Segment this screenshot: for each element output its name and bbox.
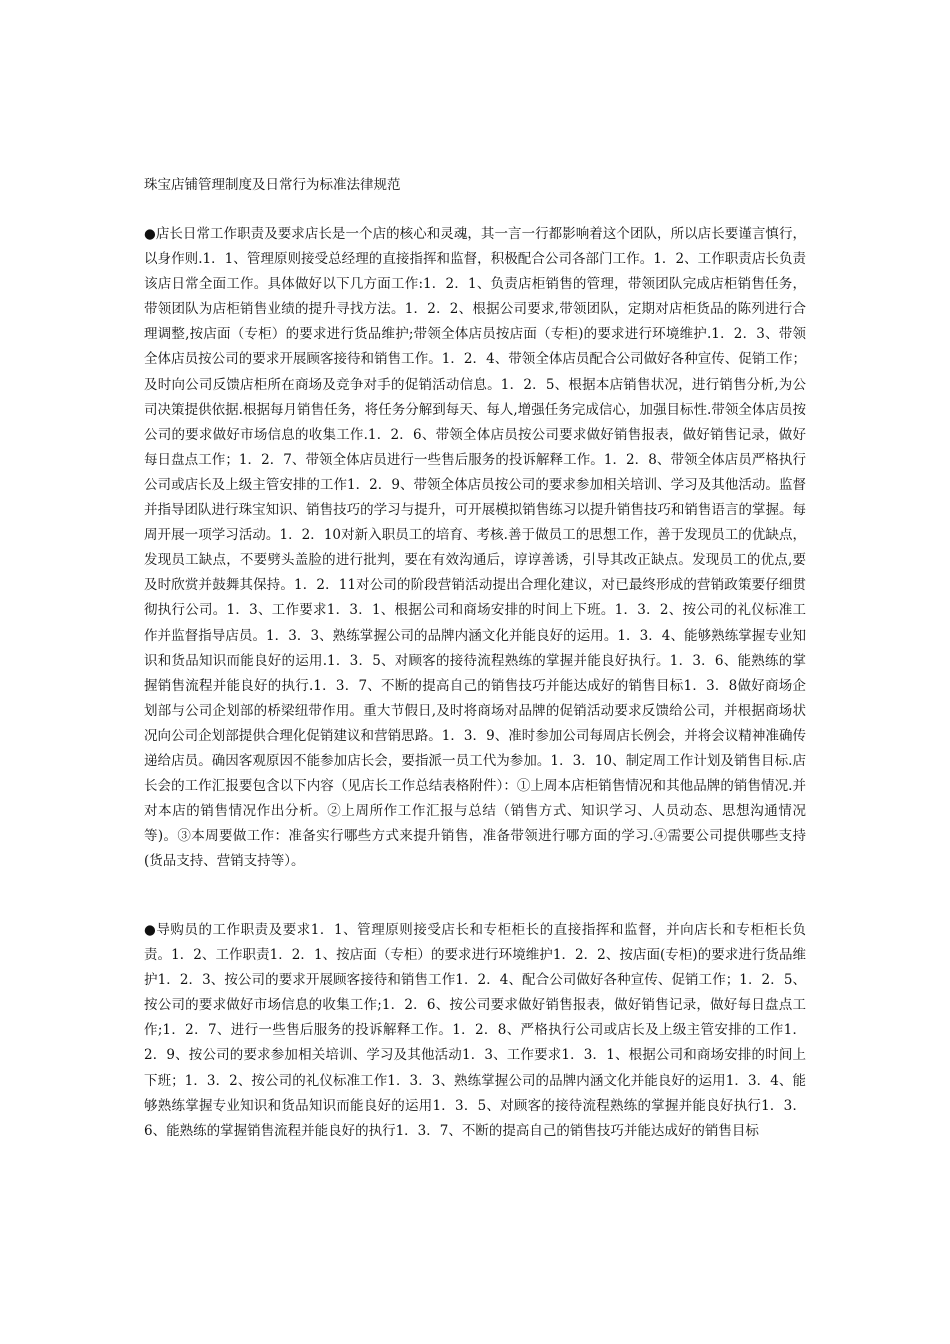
store-manager-duties-paragraph: ●店长日常工作职责及要求店长是一个店的核心和灵魂，其一言一行都影响着这个团队，所以店长要谨言慎行，以身作则.1．1、管理原则接受总经理的直接指挥和监督，积极配合公司各部门工作。1．2、工作职责店长负责该店日常全面工作。具体做好以下几方面工作:1．2．1、负责店柜销售的管理，带领团队完成店柜销售任务，带领团队为店柜销售业绩的提升寻找方法。1．2．2、根据公司要求,带领团队，定期对店柜货品的陈列进行合理调整,按店面（专柜）的要求进行货品维护;带领全体店员按店面（专柜)的要求进行环境维护.1．2．3、带领全体店员按公司的要求开展顾客接待和销售工作。1．2．4、带领全体店员配合公司做好各种宣传、促销工作；及时向公司反馈店柜所在商场及竞争对手的促销活动信息。1．2．5、根据本店销售状况，进行销售分析,为公司决策提供依据.根据每月销售任务，将任务分解到每天、每人,增强任务完成信心，加强目标性.带领全体店员按公司的要求做好市场信息的收集工作.1．2．6、带领全体店员按公司要求做好销售报表，做好销售记录，做好每日盘点工作；1．2．7、带领全体店员进行一些售后服务的投诉解释工作。1．2．8、带领全体店员严格执行公司或店长及上级主管安排的工作1．2．9、带领全体店员按公司的要求参加相关培训、学习及其他活动。监督并指导团队进行珠宝知识、销售技巧的学习与提升，可开展模拟销售练习以提升销售技巧和销售语言的掌握。每周开展一项学习活动。1．2．10对新入职员工的培育、考核.善于做员工的思想工作，善于发现员工的优缺点，发现员工缺点，不要劈头盖脸的进行批判，要在有效沟通后，谆谆善诱，引导其改正缺点。发现员工的优点,要及时欣赏并鼓舞其保持。1．2．11对公司的阶段营销活动提出合理化建议，对已最终形成的营销政策要仔细贯彻执行公司。1．3、工作要求1．3．1、根据公司和商场安排的时间上下班。1．3．2、按公司的礼仪标准工作并监督指导店员。1．3．3、熟练掌握公司的品牌内涵文化并能良好的运用。1．3．4、能够熟练掌握专业知识和货品知识而能良好的运用.1．3．5、对顾客的接待流程熟练的掌握并能良好执行。1．3．6、能熟练的掌握销售流程并能良好的执行.1．3．7、不断的提高自己的销售技巧并能达成好的销售目标1．3．8做好商场企划部与公司企划部的桥梁纽带作用。重大节假日,及时将商场对品牌的促销活动要求反馈给公司，并根据商场状况向公司企划部提供合理化促销建议和营销思路。1．3．9、准时参加公司每周店长例会，并将会议精神准确传递给店员。确因客观原因不能参加店长会，要指派一员工代为参加。1．3．10、制定周工作计划及销售目标.店长会的工作汇报要包含以下内容（见店长工作总结表格附件）：①上周本店柜销售情况和其他品牌的销售情况.并对本店的销售情况作出分析。②上周所作工作汇报与总结（销售方式、知识学习、人员动态、思想沟通情况等)。③本周要做工作：准备实行哪些方式来提升销售，准备带领进行哪方面的学习.④需要公司提供哪些支持(货品支持、营销支持等）。 [144,226,806,870]
document-title: 珠宝店铺管理制度及日常行为标准法律规范 [144,177,401,193]
sales-associate-duties-paragraph: ●导购员的工作职责及要求1．1、管理原则接受店长和专柜柜长的直接指挥和监督，并向店长和专柜柜长负责。1．2、工作职责1．2．1、按店面（专柜）的要求进行环境维护1．2．2、按店面(专柜)的要求进行货品维护1．2．3、按公司的要求开展顾客接待和销售工作1．2．4、配合公司做好各种宣传、促销工作；1．2．5、按公司的要求做好市场信息的收集工作;1．2．6、按公司要求做好销售报表，做好销售记录，做好每日盘点工作;1．2．7、进行一些售后服务的投诉解释工作。1．2．8、严格执行公司或店长及上级主管安排的工作1．2．9、按公司的要求参加相关培训、学习及其他活动1．3、工作要求1．3．1、根据公司和商场安排的时间上下班；1．3．2、按公司的礼仪标准工作1．3．3、熟练掌握公司的品牌内涵文化并能良好的运用1．3．4、能够熟练掌握专业知识和货品知识而能良好的运用1．3．5、对顾客的接待流程熟练的掌握并能良好执行1．3．6、能熟练的掌握销售流程并能良好的执行1．3．7、不断的提高自己的销售技巧并能达成好的销售目标 [144,922,806,1139]
